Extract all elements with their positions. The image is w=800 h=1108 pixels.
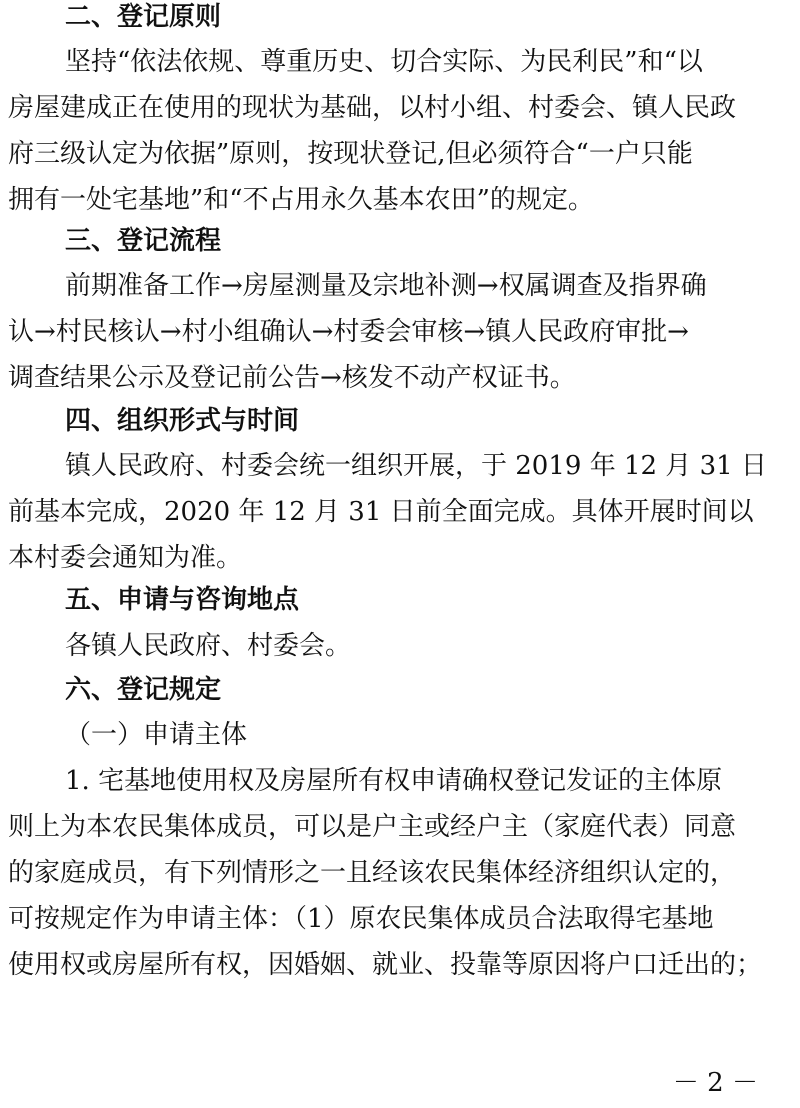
paragraph-line: 各镇人民政府、村委会。	[65, 631, 352, 661]
section-heading-regulations: 六、登记规定	[65, 675, 222, 705]
section-heading-location: 五、申请与咨询地点	[65, 585, 300, 615]
paragraph-line: 使用权或房屋所有权，因婚姻、就业、投靠等原因将户口迁出的；	[8, 950, 763, 980]
paragraph-line: 则上为本农民集体成员，可以是户主或经户主（家庭代表）同意	[8, 812, 737, 842]
paragraph-line: 前期准备工作→房屋测量及宗地补测→权属调查及指界确	[65, 271, 707, 301]
paragraph-line: 房屋建成正在使用的现状为基础，以村小组、村委会、镇人民政	[8, 93, 737, 123]
paragraph-line: 认→村民核认→村小组确认→村委会审核→镇人民政府审批→	[8, 317, 689, 347]
paragraph-line: 调查结果公示及登记前公告→核发不动产权证书。	[8, 363, 576, 393]
paragraph-line: 本村委会通知为准。	[8, 543, 243, 573]
paragraph-line: 可按规定作为申请主体：（1）原农民集体成员合法取得宅基地	[8, 904, 714, 934]
subsection-heading: （一）申请主体	[65, 720, 248, 750]
paragraph-line: 镇人民政府、村委会统一组织开展，于 2019 年 12 月 31 日	[65, 451, 767, 481]
paragraph-line: 坚持“依法依规、尊重历史、切合实际、为民利民”和“以	[65, 47, 703, 77]
section-heading-organization: 四、组织形式与时间	[65, 406, 300, 436]
section-heading-principles: 二、登记原则	[65, 2, 222, 32]
paragraph-line: 1. 宅基地使用权及房屋所有权申请确权登记发证的主体原	[65, 766, 723, 796]
paragraph-line: 拥有一处宅基地”和“不占用永久基本农田”的规定。	[8, 185, 594, 215]
page-number: － 2 －	[672, 1068, 758, 1098]
paragraph-line: 的家庭成员，有下列情形之一且经该农民集体经济组织认定的，	[8, 858, 737, 888]
section-heading-process: 三、登记流程	[65, 226, 222, 256]
paragraph-line: 府三级认定为依据”原则，按现状登记,但必须符合“一户只能	[8, 139, 693, 169]
paragraph-line: 前基本完成，2020 年 12 月 31 日前全面完成。具体开展时间以	[8, 497, 754, 527]
